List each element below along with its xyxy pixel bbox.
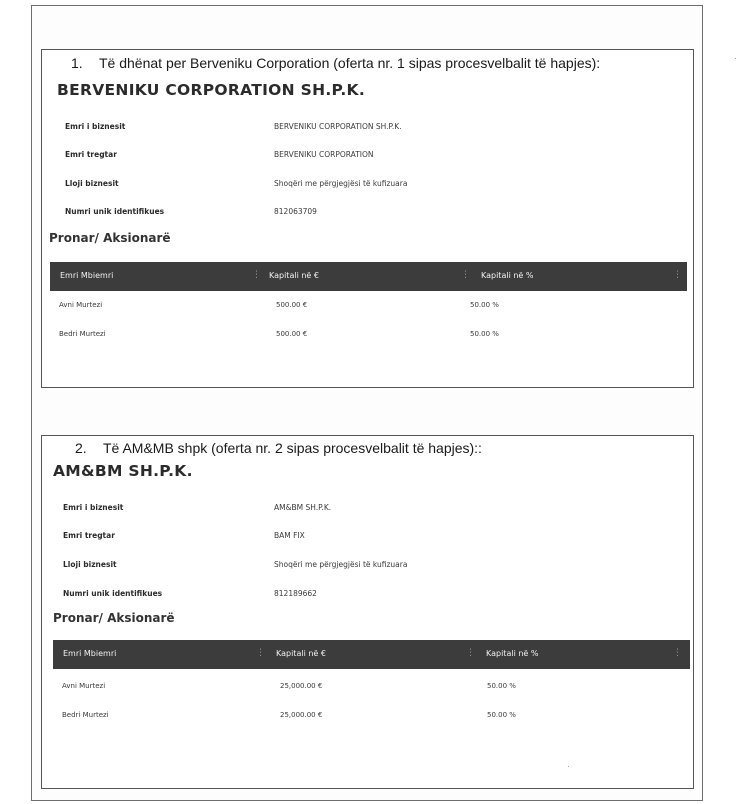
column-header[interactable]: Kapitali në % — [486, 649, 539, 658]
owners-table-header — [50, 262, 687, 291]
column-header[interactable]: Kapitali në € — [276, 649, 326, 658]
section-2-heading: 2. Të AM&MB shpk (oferta nr. 2 sipas procesvelbalit të hapjes):: — [75, 440, 482, 456]
section-2-company-name: AM&BM SH.P.K. — [53, 462, 193, 480]
column-header[interactable]: Kapitali në % — [481, 271, 534, 280]
scan-speck: · — [734, 54, 737, 63]
column-menu-icon[interactable]: ⋮ — [256, 648, 265, 658]
column-header[interactable]: Emri Mbiemri — [63, 649, 117, 658]
column-header[interactable]: Emri Mbiemri — [60, 271, 114, 280]
column-menu-icon[interactable]: ⋮ — [466, 648, 475, 658]
scan-speck: · — [567, 762, 570, 771]
column-menu-icon[interactable]: ⋮ — [673, 270, 682, 280]
section-1-company-name: BERVENIKU CORPORATION SH.P.K. — [57, 81, 366, 99]
column-menu-icon[interactable]: ⋮ — [673, 648, 682, 658]
column-header[interactable]: Kapitali në € — [269, 271, 319, 280]
owners-title: Pronar/ Aksionarë — [49, 231, 171, 245]
column-menu-icon[interactable]: ⋮ — [252, 270, 261, 280]
owners-title: Pronar/ Aksionarë — [53, 611, 175, 625]
owners-table-header — [53, 640, 690, 669]
section-1-heading: 1. Të dhënat per Berveniku Corporation (oferta nr. 1 sipas procesvelbalit të hapjes): — [71, 55, 601, 71]
section-2-box: 2. Të AM&MB shpk (oferta nr. 2 sipas procesvelbalit të hapjes):: AM&BM SH.P.K. Emri i biznesit AM&BM SH.P.K. Emri tregtar BAM FIX Lloji biznesit Shoqëri me përgjegjësi të kufizuara Numri unik identifikues 812189662 Pronar/ Aksionarë Emri Mbiemri ⋮ Kapitali në € ⋮ Kapitali në % ⋮ Avni Murtezi 25,000.00 € 50.00 % Bedri Murtezi 25,000.00 € 50.00 % — [41, 435, 694, 789]
section-1-box: 1. Të dhënat per Berveniku Corporation (oferta nr. 1 sipas procesvelbalit të hapjes): BERVENIKU CORPORATION SH.P.K. Emri i biznesit BERVENIKU CORPORATION SH.P.K. Emri tregtar BERVENIKU CORPORATION Lloji biznesit Shoqëri me përgjegjësi të kufizuara Numri unik identifikues 812063709 Pronar/ Aksionarë Emri Mbiemri ⋮ Kapitali në € ⋮ Kapitali në % ⋮ Avni Murtezi 500.00 € 50.00 % Bedri Murtezi 500.00 € 50.00 % — [41, 49, 694, 388]
column-menu-icon[interactable]: ⋮ — [461, 270, 470, 280]
